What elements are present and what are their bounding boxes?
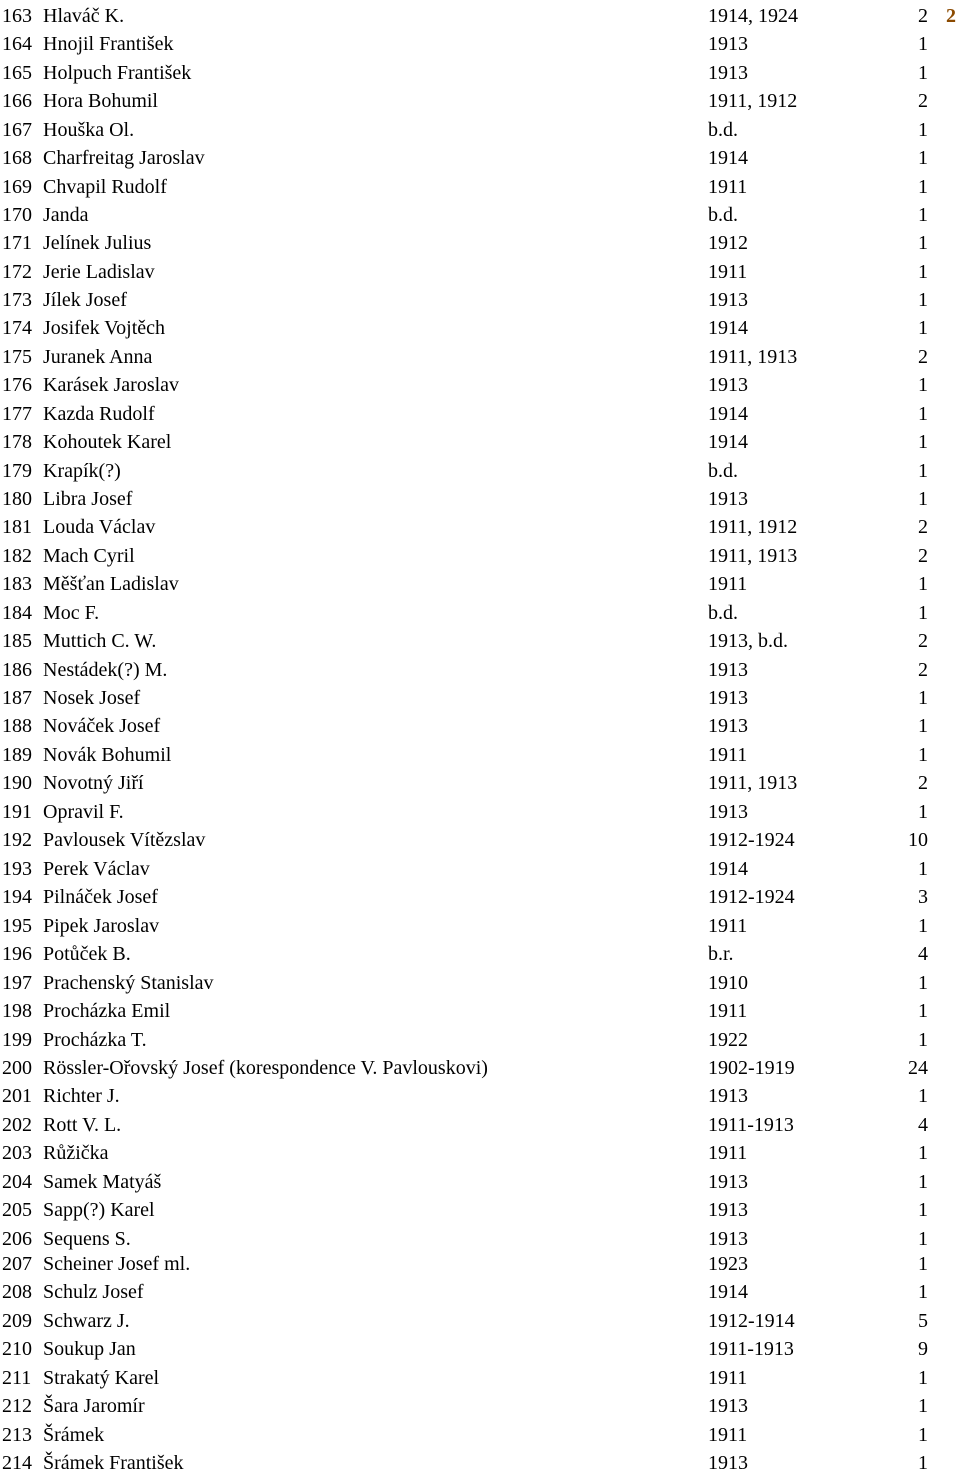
letter-years: 1913, b.d. (708, 630, 788, 652)
list-row (0, 316, 960, 340)
correspondent-name: Karásek Jaroslav (43, 374, 180, 396)
list-row (0, 572, 960, 596)
letter-years: 1913 (708, 1085, 748, 1107)
letter-count: 2 (918, 545, 928, 567)
letter-count: 2 (918, 5, 928, 27)
row-number: 202 (2, 1114, 32, 1136)
row-number: 175 (2, 346, 32, 368)
letter-count: 1 (918, 261, 928, 283)
row-number: 173 (2, 289, 32, 311)
letter-years: 1911, 1913 (708, 545, 798, 567)
letter-years: 1914 (708, 1281, 748, 1303)
row-number: 185 (2, 630, 32, 652)
row-number: 186 (2, 659, 32, 681)
letter-years: 1911 (708, 915, 748, 937)
letter-count: 1 (918, 1000, 928, 1022)
letter-years: 1914, 1924 (708, 5, 798, 27)
letter-count: 2 (918, 659, 928, 681)
letter-years: 1911, 1912 (708, 516, 798, 538)
correspondent-name: Richter J. (43, 1085, 120, 1107)
correspondent-name: Novák Bohumil (43, 744, 172, 766)
list-row (0, 686, 960, 710)
correspondent-name: Měšťan Ladislav (43, 573, 179, 595)
row-number: 181 (2, 516, 32, 538)
list-row (0, 118, 960, 142)
list-row (0, 487, 960, 511)
letter-count: 1 (918, 1281, 928, 1303)
row-number: 191 (2, 801, 32, 823)
letter-years: 1911, 1912 (708, 90, 798, 112)
letter-years: 1911 (708, 573, 748, 595)
correspondent-name: Sapp(?) Karel (43, 1199, 155, 1221)
letter-count: 1 (918, 204, 928, 226)
correspondent-name: Prachenský Stanislav (43, 972, 214, 994)
list-row (0, 828, 960, 852)
letter-years: 1913 (708, 488, 748, 510)
correspondent-name: Pavlousek Vítězslav (43, 829, 206, 851)
letter-count: 2 (918, 90, 928, 112)
correspondent-name: Opravil F. (43, 801, 124, 823)
letter-count: 2 (918, 630, 928, 652)
letter-years: 1911 (708, 1424, 748, 1446)
row-number: 214 (2, 1452, 32, 1474)
letter-years: 1910 (708, 972, 748, 994)
row-number: 211 (2, 1367, 32, 1389)
row-number: 184 (2, 602, 32, 624)
list-row (0, 231, 960, 255)
row-number: 199 (2, 1029, 32, 1051)
letter-years: 1911 (708, 1142, 748, 1164)
correspondent-name: Schulz Josef (43, 1281, 144, 1303)
letter-years: 1913 (708, 659, 748, 681)
list-row (0, 1113, 960, 1137)
letter-count: 1 (918, 715, 928, 737)
row-number: 208 (2, 1281, 32, 1303)
list-row (0, 89, 960, 113)
row-number: 196 (2, 943, 32, 965)
list-row (0, 1451, 960, 1475)
correspondent-name: Louda Václav (43, 516, 156, 538)
margin-count: 2 (946, 5, 956, 27)
list-row (0, 971, 960, 995)
correspondent-name: Chvapil Rudolf (43, 176, 167, 198)
letter-years: 1911 (708, 744, 748, 766)
row-number: 170 (2, 204, 32, 226)
correspondent-name: Růžička (43, 1142, 109, 1164)
list-row (0, 629, 960, 653)
letter-years: 1902-1919 (708, 1057, 795, 1079)
letter-years: 1913 (708, 1452, 748, 1474)
letter-years: b.r. (708, 943, 734, 965)
list-row (0, 1423, 960, 1447)
letter-count: 3 (918, 886, 928, 908)
list-row (0, 1170, 960, 1194)
list-row (0, 4, 960, 28)
letter-count: 1 (918, 232, 928, 254)
letter-count: 24 (908, 1057, 928, 1079)
letter-years: 1911, 1913 (708, 772, 798, 794)
letter-count: 1 (918, 1228, 928, 1250)
letter-years: 1911, 1913 (708, 346, 798, 368)
letter-years: 1911 (708, 1000, 748, 1022)
letter-years: 1913 (708, 1199, 748, 1221)
correspondent-name: Mach Cyril (43, 545, 135, 567)
letter-count: 4 (918, 943, 928, 965)
correspondent-name: Juranek Anna (43, 346, 153, 368)
letter-years: 1912-1924 (708, 829, 795, 851)
list-row (0, 885, 960, 909)
correspondent-name: Rössler-Ořovský Josef (korespondence V. Pavlouskovi) (43, 1057, 488, 1079)
letter-years: 1922 (708, 1029, 748, 1051)
letter-years: 1912 (708, 232, 748, 254)
letter-count: 1 (918, 119, 928, 141)
letter-count: 1 (918, 1171, 928, 1193)
list-row (0, 1366, 960, 1390)
row-number: 201 (2, 1085, 32, 1107)
correspondent-name: Libra Josef (43, 488, 133, 510)
letter-count: 1 (918, 602, 928, 624)
letter-years: 1914 (708, 147, 748, 169)
letter-count: 1 (918, 1142, 928, 1164)
correspondent-name: Perek Václav (43, 858, 150, 880)
letter-count: 1 (918, 374, 928, 396)
letter-years: 1914 (708, 317, 748, 339)
correspondent-name: Šara Jaromír (43, 1395, 145, 1417)
list-row (0, 1084, 960, 1108)
row-number: 197 (2, 972, 32, 994)
correspondent-name: Novotný Jiří (43, 772, 144, 794)
row-number: 166 (2, 90, 32, 112)
letter-count: 9 (918, 1338, 928, 1360)
correspondent-name: Kohoutek Karel (43, 431, 172, 453)
letter-count: 1 (918, 915, 928, 937)
letter-count: 1 (918, 317, 928, 339)
letter-count: 1 (918, 403, 928, 425)
letter-count: 1 (918, 1253, 928, 1275)
row-number: 200 (2, 1057, 32, 1079)
correspondent-name: Hnojil František (43, 33, 174, 55)
row-number: 190 (2, 772, 32, 794)
letter-years: 1913 (708, 687, 748, 709)
correspondent-name: Strakatý Karel (43, 1367, 160, 1389)
letter-count: 1 (918, 801, 928, 823)
list-row (0, 175, 960, 199)
list-row (0, 1141, 960, 1165)
letter-count: 1 (918, 1085, 928, 1107)
list-row (0, 714, 960, 738)
letter-years: 1911-1913 (708, 1114, 794, 1136)
row-number: 192 (2, 829, 32, 851)
letter-years: 1913 (708, 1171, 748, 1193)
letter-count: 1 (918, 1452, 928, 1474)
list-row (0, 373, 960, 397)
row-number: 195 (2, 915, 32, 937)
letter-count: 1 (918, 1424, 928, 1446)
letter-count: 1 (918, 176, 928, 198)
correspondent-name: Janda (43, 204, 89, 226)
correspondent-name: Charfreitag Jaroslav (43, 147, 205, 169)
row-number: 165 (2, 62, 32, 84)
letter-count: 2 (918, 346, 928, 368)
letter-count: 1 (918, 972, 928, 994)
list-row (0, 914, 960, 938)
list-row (0, 345, 960, 369)
row-number: 206 (2, 1228, 32, 1250)
row-number: 205 (2, 1199, 32, 1221)
letter-count: 1 (918, 1367, 928, 1389)
letter-count: 1 (918, 1029, 928, 1051)
list-row (0, 800, 960, 824)
letter-years: 1913 (708, 33, 748, 55)
letter-years: 1913 (708, 715, 748, 737)
list-row (0, 1309, 960, 1333)
correspondent-name: Rott V. L. (43, 1114, 122, 1136)
correspondent-name: Jerie Ladislav (43, 261, 155, 283)
letter-count: 10 (908, 829, 928, 851)
letter-count: 1 (918, 488, 928, 510)
letter-count: 1 (918, 460, 928, 482)
letter-years: b.d. (708, 204, 738, 226)
letter-years: 1914 (708, 858, 748, 880)
correspondent-name: Schwarz J. (43, 1310, 130, 1332)
list-row (0, 1198, 960, 1222)
correspondent-name: Pilnáček Josef (43, 886, 158, 908)
correspondent-name: Houška Ol. (43, 119, 135, 141)
correspondent-name: Nestádek(?) M. (43, 659, 168, 681)
row-number: 198 (2, 1000, 32, 1022)
list-row (0, 146, 960, 170)
letter-count: 2 (918, 772, 928, 794)
letter-years: 1911 (708, 1367, 748, 1389)
list-row (0, 942, 960, 966)
list-row (0, 203, 960, 227)
correspondent-name: Nováček Josef (43, 715, 161, 737)
row-number: 183 (2, 573, 32, 595)
row-number: 180 (2, 488, 32, 510)
letter-count: 5 (918, 1310, 928, 1332)
list-row (0, 1252, 960, 1276)
letter-years: 1911 (708, 261, 748, 283)
correspondent-name: Procházka T. (43, 1029, 147, 1051)
row-number: 187 (2, 687, 32, 709)
row-number: 213 (2, 1424, 32, 1446)
letter-years: 1914 (708, 403, 748, 425)
list-row (0, 430, 960, 454)
list-row (0, 1227, 960, 1251)
correspondent-name: Scheiner Josef ml. (43, 1253, 191, 1275)
list-row (0, 402, 960, 426)
letter-years: b.d. (708, 119, 738, 141)
row-number: 164 (2, 33, 32, 55)
list-row (0, 857, 960, 881)
letter-count: 1 (918, 33, 928, 55)
correspondent-name: Šrámek František (43, 1452, 184, 1474)
correspondent-name: Holpuch František (43, 62, 192, 84)
letter-years: 1913 (708, 1395, 748, 1417)
list-row (0, 771, 960, 795)
row-number: 167 (2, 119, 32, 141)
letter-count: 1 (918, 431, 928, 453)
list-row (0, 1337, 960, 1361)
letter-count: 2 (918, 516, 928, 538)
row-number: 207 (2, 1253, 32, 1275)
row-number: 163 (2, 5, 32, 27)
list-row (0, 61, 960, 85)
letter-count: 4 (918, 1114, 928, 1136)
correspondent-name: Potůček B. (43, 943, 131, 965)
correspondent-name: Nosek Josef (43, 687, 141, 709)
correspondent-name: Procházka Emil (43, 1000, 171, 1022)
row-number: 172 (2, 261, 32, 283)
list-row (0, 1056, 960, 1080)
correspondent-name: Pipek Jaroslav (43, 915, 160, 937)
row-number: 168 (2, 147, 32, 169)
correspondent-name: Muttich C. W. (43, 630, 157, 652)
list-row (0, 288, 960, 312)
correspondent-name: Josifek Vojtěch (43, 317, 166, 339)
correspondent-name: Sequens S. (43, 1228, 131, 1250)
letter-count: 1 (918, 289, 928, 311)
letter-years: 1913 (708, 289, 748, 311)
letter-count: 1 (918, 147, 928, 169)
letter-years: 1914 (708, 431, 748, 453)
row-number: 210 (2, 1338, 32, 1360)
list-row (0, 1394, 960, 1418)
row-number: 203 (2, 1142, 32, 1164)
row-number: 176 (2, 374, 32, 396)
row-number: 182 (2, 545, 32, 567)
list-row (0, 32, 960, 56)
letter-years: 1911 (708, 176, 748, 198)
list-row (0, 1280, 960, 1304)
list-row (0, 260, 960, 284)
correspondent-name: Hlaváč K. (43, 5, 125, 27)
letter-years: b.d. (708, 602, 738, 624)
correspondent-name: Jílek Josef (43, 289, 127, 311)
list-row (0, 515, 960, 539)
row-number: 177 (2, 403, 32, 425)
correspondent-name: Samek Matyáš (43, 1171, 162, 1193)
row-number: 174 (2, 317, 32, 339)
row-number: 204 (2, 1171, 32, 1193)
row-number: 212 (2, 1395, 32, 1417)
letter-years: 1911-1913 (708, 1338, 794, 1360)
letter-count: 1 (918, 858, 928, 880)
correspondent-name: Soukup Jan (43, 1338, 136, 1360)
letter-years: b.d. (708, 460, 738, 482)
correspondent-name: Jelínek Julius (43, 232, 152, 254)
letter-years: 1913 (708, 374, 748, 396)
letter-count: 1 (918, 744, 928, 766)
letter-count: 1 (918, 62, 928, 84)
letter-years: 1913 (708, 801, 748, 823)
letter-years: 1912-1924 (708, 886, 795, 908)
list-row (0, 743, 960, 767)
row-number: 171 (2, 232, 32, 254)
letter-count: 1 (918, 1395, 928, 1417)
correspondent-name: Kazda Rudolf (43, 403, 155, 425)
row-number: 169 (2, 176, 32, 198)
row-number: 193 (2, 858, 32, 880)
list-row (0, 544, 960, 568)
row-number: 194 (2, 886, 32, 908)
correspondent-name: Hora Bohumil (43, 90, 158, 112)
letter-years: 1913 (708, 1228, 748, 1250)
row-number: 189 (2, 744, 32, 766)
letter-count: 1 (918, 1199, 928, 1221)
list-row (0, 999, 960, 1023)
list-row (0, 658, 960, 682)
row-number: 209 (2, 1310, 32, 1332)
letter-years: 1913 (708, 62, 748, 84)
letter-count: 1 (918, 687, 928, 709)
list-row (0, 1028, 960, 1052)
letter-years: 1923 (708, 1253, 748, 1275)
correspondent-name: Moc F. (43, 602, 100, 624)
row-number: 178 (2, 431, 32, 453)
row-number: 188 (2, 715, 32, 737)
row-number: 179 (2, 460, 32, 482)
list-row (0, 459, 960, 483)
list-row (0, 601, 960, 625)
correspondent-name: Šrámek (43, 1424, 105, 1446)
correspondent-name: Krapík(?) (43, 460, 121, 482)
letter-count: 1 (918, 573, 928, 595)
letter-years: 1912-1914 (708, 1310, 795, 1332)
